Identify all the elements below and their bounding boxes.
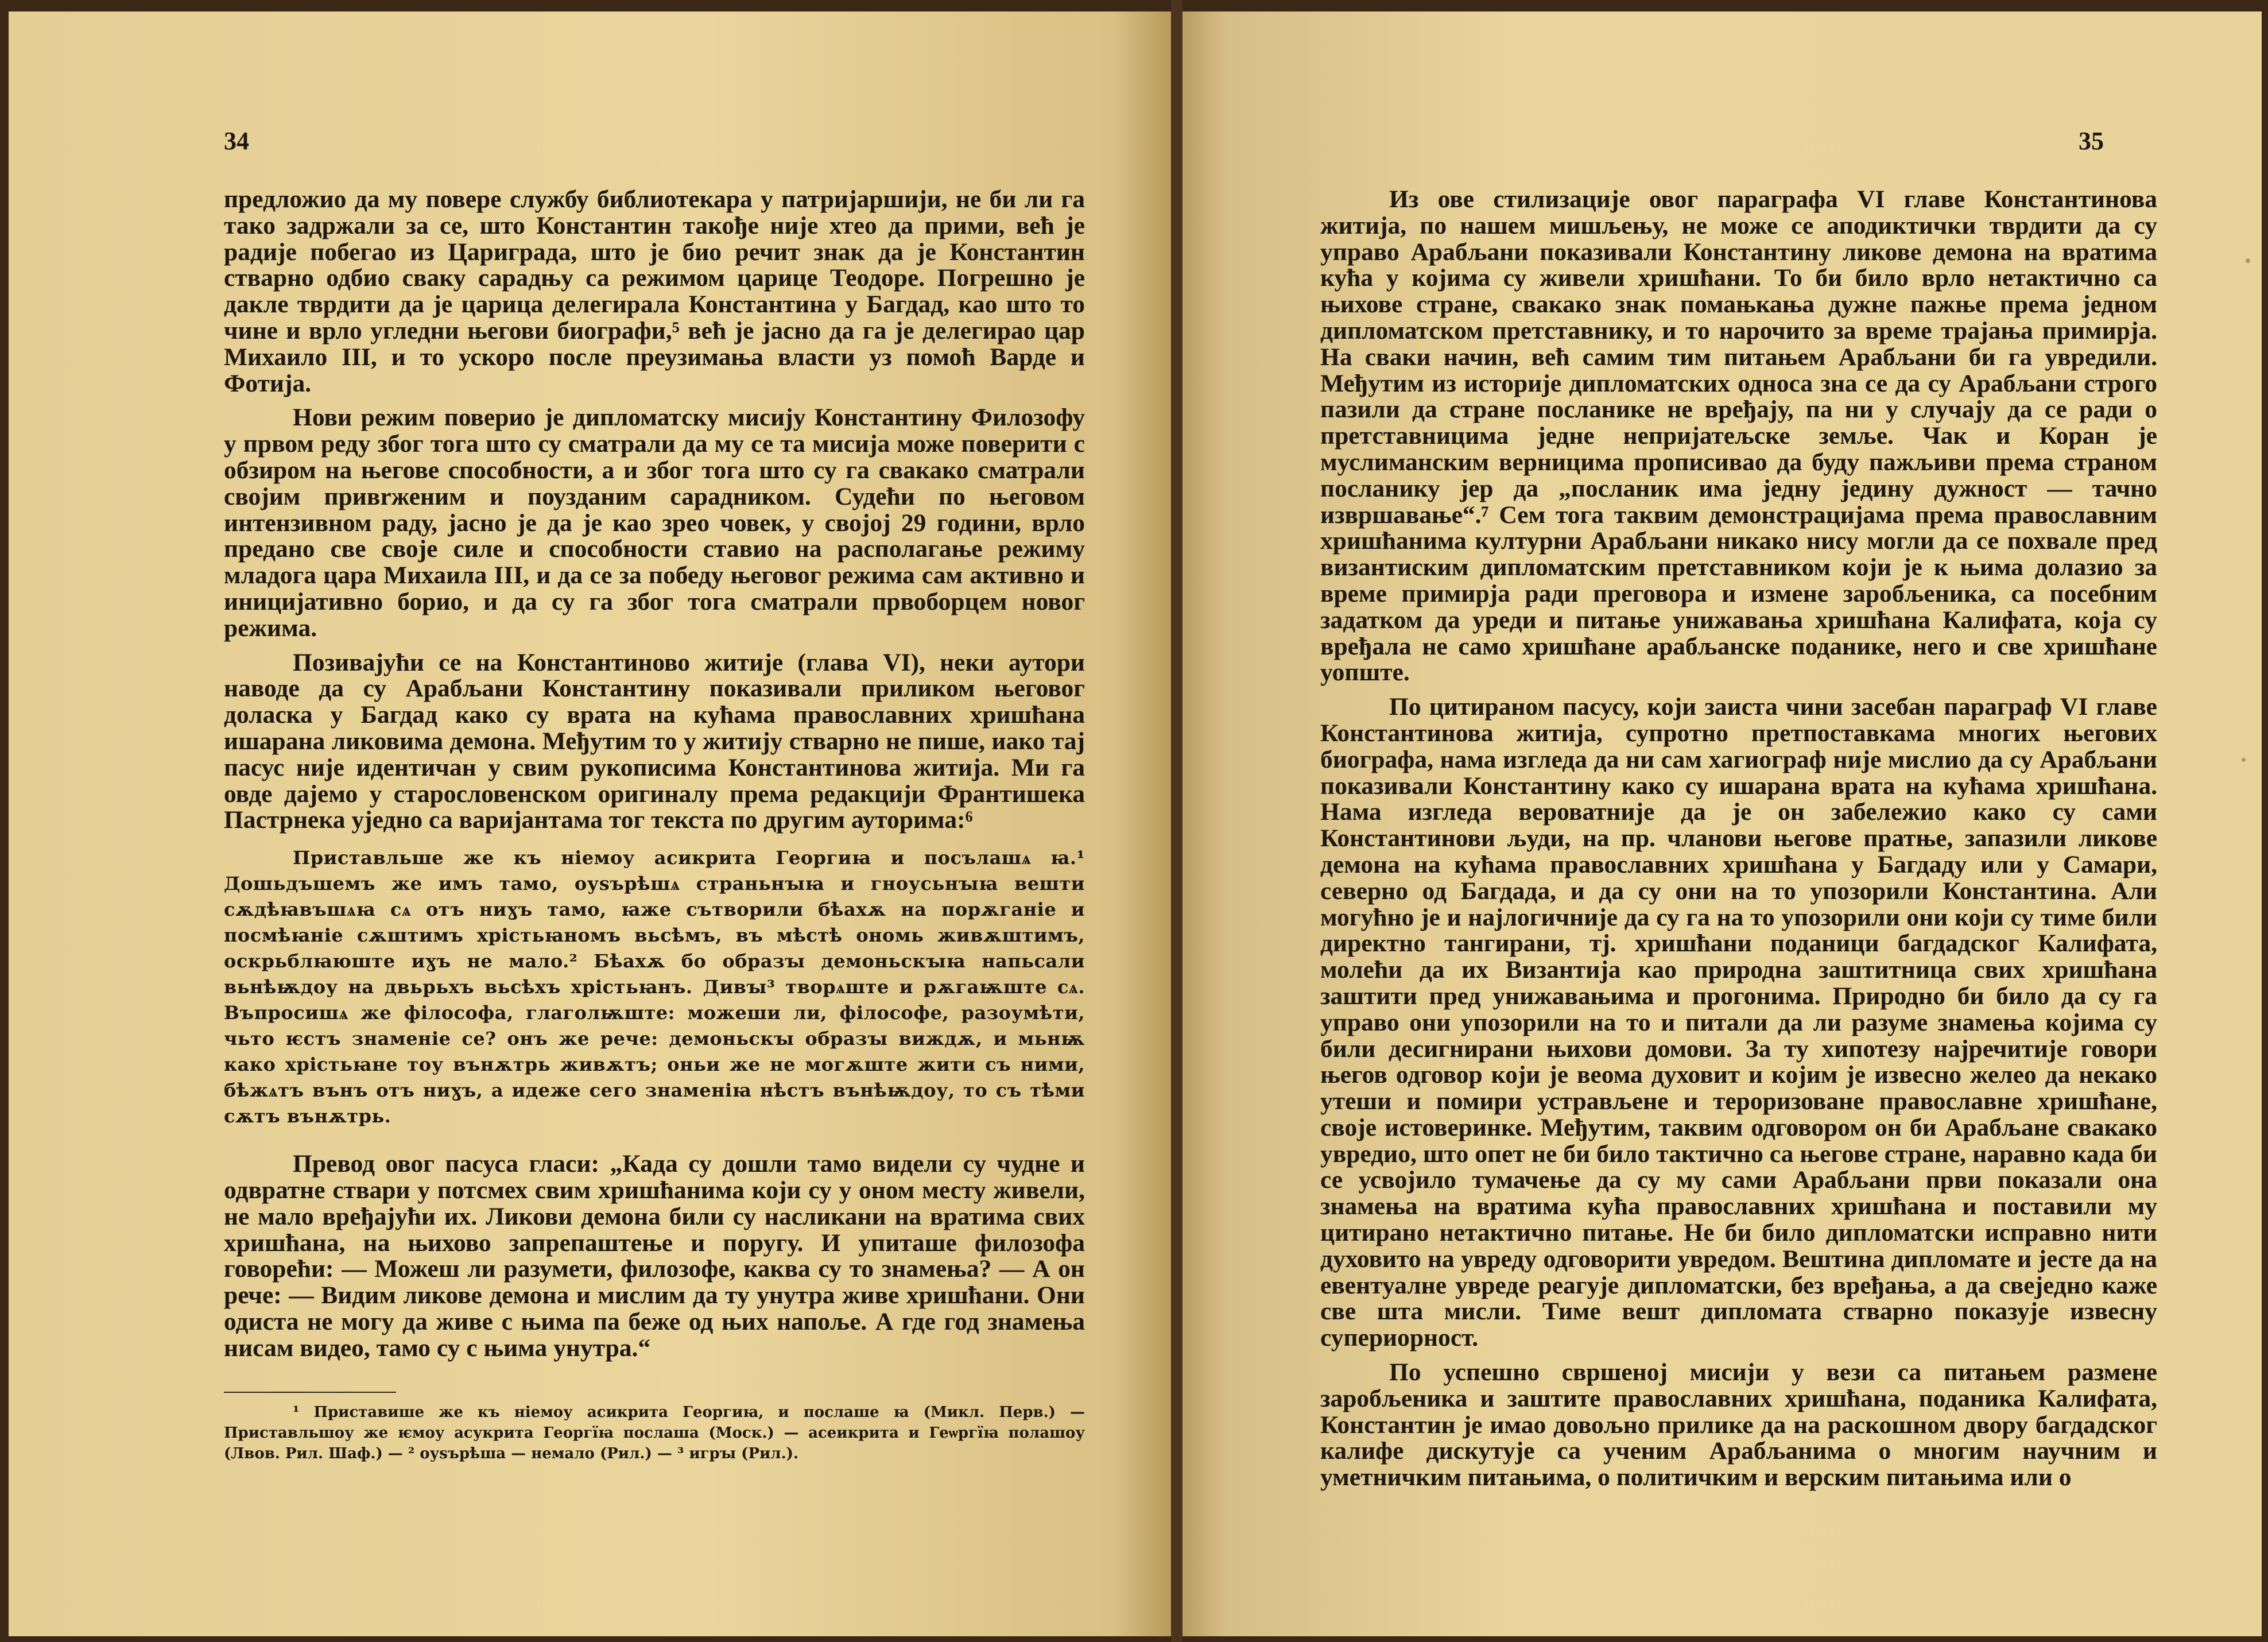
- paragraph: предложио да му повере службу библиотекара у патријаршији, не би ли га тако задржали за се, што Константин такође није хтео да прими, већ је радије побегао из Цариграда, што је био речит знак да је Константин стварно одбио сваку сарадњу са режимом царице Теодоре. Погрешно је дакле тврдити да је царица делегирала Константина у Багдад, као што то чине и врло угледни његови биографи,⁵ већ је јасно да га је делегирао цар Михаило III, и то ускоро после преузимања власти уз помоћ Варде и Фотија.: [224, 185, 1085, 397]
- right-page: [1183, 11, 2262, 1636]
- footnote-divider: [224, 1392, 396, 1393]
- book-gutter: [1171, 0, 1183, 1642]
- church-slavonic-quote: [224, 845, 1085, 1129]
- quote-text: Приставльше же къ ніемоу асикрита Георгиꙗ и посълашѧ ꙗ.¹ Дошьдъшемъ же имъ тамо, оуѕърѣшѧ страньнꙑꙗ и гноусьнꙑꙗ вешти сѫдѣꙗвъшѧꙗ сѧ отъ ниɣъ тамо, ꙗже сътворили бѣахѫ на порѫганіе и посмѣꙗніе сѫштимъ хрістьꙗномъ вьсѣмъ, въ мѣстѣ ономь живѫштимъ, оскрьблꙗюште иɣъ не малo.² Бѣахѫ бо образꙑ демоньскꙑꙗ напьсали вьнѣѭдоу на двьрьхъ вьсѣхъ хрістьꙗнъ. Дивꙑ³ творѧште и рѫгаѭште сѧ. Въпросишѧ же філософа, глаголѭште: можеши ли, філософе, разоумѣти, чьто ѥстъ знаменіе се? онъ же рече: демоньскꙑ образꙑ виждѫ, и мьнѭ како хрістьꙗне тоу вънѫтрь живѫтъ; оньи же не могѫште жити съ ними, бѣжѧтъ вънъ отъ ниɣъ, а идеже сего знаменіꙗ нѣстъ вънѣѭдоу, то съ тѣми сѫтъ вънѫтрь.: [224, 847, 1085, 1128]
- paragraph: Превод овог пасуса гласи: „Када су дошли тамо видели су чудне и одвратне ствари у потсмех свим хришћанима који су у оном месту живели, не мало вређајући их. Ликови демона били су насликани на вратима свих хришћана, на њихово запрепаштење и поругу. И упиташе филозофа говорећи: — Можеш ли разумети, филозофе, каква су то знамења? — А он рече: — Видим ликове демона и мислим да ту унутра живе хришћани. Они одиста не могу да живе с њима па беже од њих напоље. А где год знамења нисам видео, тамо су с њима унутра.“: [224, 1150, 1085, 1362]
- left-page: [9, 11, 1171, 1636]
- page-smudge: [2246, 258, 2250, 263]
- paragraph: Из ове стилизације овог параграфа VI главе Константинова житија, по нашем мишљењу, не може се аподиктички тврдити да су управо Арабљани показивали Константину ликове демона на вратима кућа у којима су живели хришћани. То би било врло нетактично са њихове стране, свакако знак помањкања дужне пажње према једном дипломатском претставнику, и то нарочито за време трајања примирја. На сваки начин, већ самим тим питањем Арабљани би га увредили. Међутим из историје дипломатских односа зна се да су Арабљани строго пазили да стране посланике не вређају, па ни у случају да се ради о претставницима једне непријатељске земље. Чак и Коран је муслиманским верницима прописивао да буду пажљиви према страном посланику јер да „посланик има једну једину дужност — тачно извршавање“.⁷ Сем тога таквим демонстрацијама према православним хришћанима културни Арабљани никако нису могли да се похвале пред византиским дипломатским претставником који је к њима долазио за време примирја ради преговора и измене заробљеника, са посебним задатком да уреди и питање унижавања хришћана Калифата, која су вређала не само хришћане арабљанске поданике, него и све хришћане уопште.: [1320, 185, 2157, 687]
- left-page-text: [224, 187, 1085, 1464]
- paragraph: По успешно свршеној мисији у вези са питањем размене заробљеника и заштите православних хришћана, поданика Калифата, Константин је имао довољно прилике да на раскошном двору багдадског калифе дискутује са ученим Арабљанима о многим научним и уметничким питањима, о политичким и верским питањима или о: [1320, 1358, 2157, 1492]
- paragraph: Позивајући се на Константиново житије (глава VI), неки аутори наводе да су Арабљани Константину показивали приликом његовог доласка у Багдад како су врата на кућама православних хришћана ишарана ликовима демона. Међутим то у житију стварно не пише, иако тај пасус није идентичан у свим рукописима Константинова житија. Ми га овде дајемо у старословенском оригиналу према редакцији Франтишека Пастрнека уједно са варијантама тог текста по другим ауторима:⁶: [224, 648, 1085, 834]
- footnote-text: ¹ Приставише же къ ніемоу асикрита Георгиꙗ, и послаше ꙗ (Микл. Перв.) — Приставльшоу же ѥмоу асукрита Георгїꙗ послаша (Моск.) — асеикрита и Геѡргїꙗ полашоу (Лвов. Рил. Шаф.) — ² оуѕърѣша — немало (Рил.) — ³ игрꙑ (Рил.).: [224, 1403, 1085, 1462]
- page-smudge: [2242, 758, 2246, 762]
- page-number: 35: [2079, 127, 2104, 155]
- footnotes: [224, 1402, 1085, 1464]
- paragraph: По цитираном пасусу, који заиста чини засебан параграф VI главе Константинова житија, супротно претпоставкама многих његових биографа, нама изгледа да ни сам хагиограф није мислио да су Арабљани показивали Константину како су ишарана врата на кућама хришћана. Нама изгледа вероватније да је он забележио како су сами Константинови људи, на пр. чланови његове пратње, запазили ликове демона на кућама православних хришћана у Багдаду или у Самари, северно од Багдада, и да су они на то упозорили Константина. Али могућно је и најлогичније да су га на то упозорили они који су тиме били директно тангирани, тј. хришћани поданици багдадског Калифата, молећи да их Византија као природна заштитница свих хришћана заштити пред унижавањима и прогонима. Природно би било да су га управо они упозорили на то и питали да ли разуме знамења којима су били десигнирани њихови домови. За ту хипотезу најречитије говори његов одговор који је веома духовит и којим је извесно желео да некако утеши и помири устрављене и тероризоване православне хришћане, своје истоверинке. Међутим, таквим одговором он би Арабљане свакако увредио, што опет не би било тактично са његове стране, наравно када би се усвојило тумачење да су му сами Арабљани први показали она знамења на вратима кућа православних хришћана и поставили му цитирано нетактично питање. Не би било дипломатски исправно нити духовито на увреду одговорити увредом. Вештина дипломате и јесте да на евентуалне увреде реагује дипломатски, без вређања, а да свеједно каже све шта мисли. Тиме вешт дипломата стварно показује извесну супериорност.: [1320, 693, 2157, 1352]
- right-page-text: [1320, 187, 2157, 1499]
- translation-block: [224, 1151, 1085, 1361]
- paragraph: Нови режим поверио је дипломатску мисију Константину Филозофу у првом реду због тога што су сматрали да му се та мисија може поверити с обзиром на његове способности, а и због тога што су га свакако сматрали својим привrженим и поузданим сарадником. Судећи по његовом интензивном раду, јасно је да је као зрео човек, у својој 29 години, врло предано све своје силе и способности ставио на располагање режиму младога цара Михаила III, и да се за победу његовог режима сам активно и иницијативно борио, и да су га због тога сматрали првоборцем новог режима.: [224, 404, 1085, 642]
- page-number: 34: [224, 127, 249, 155]
